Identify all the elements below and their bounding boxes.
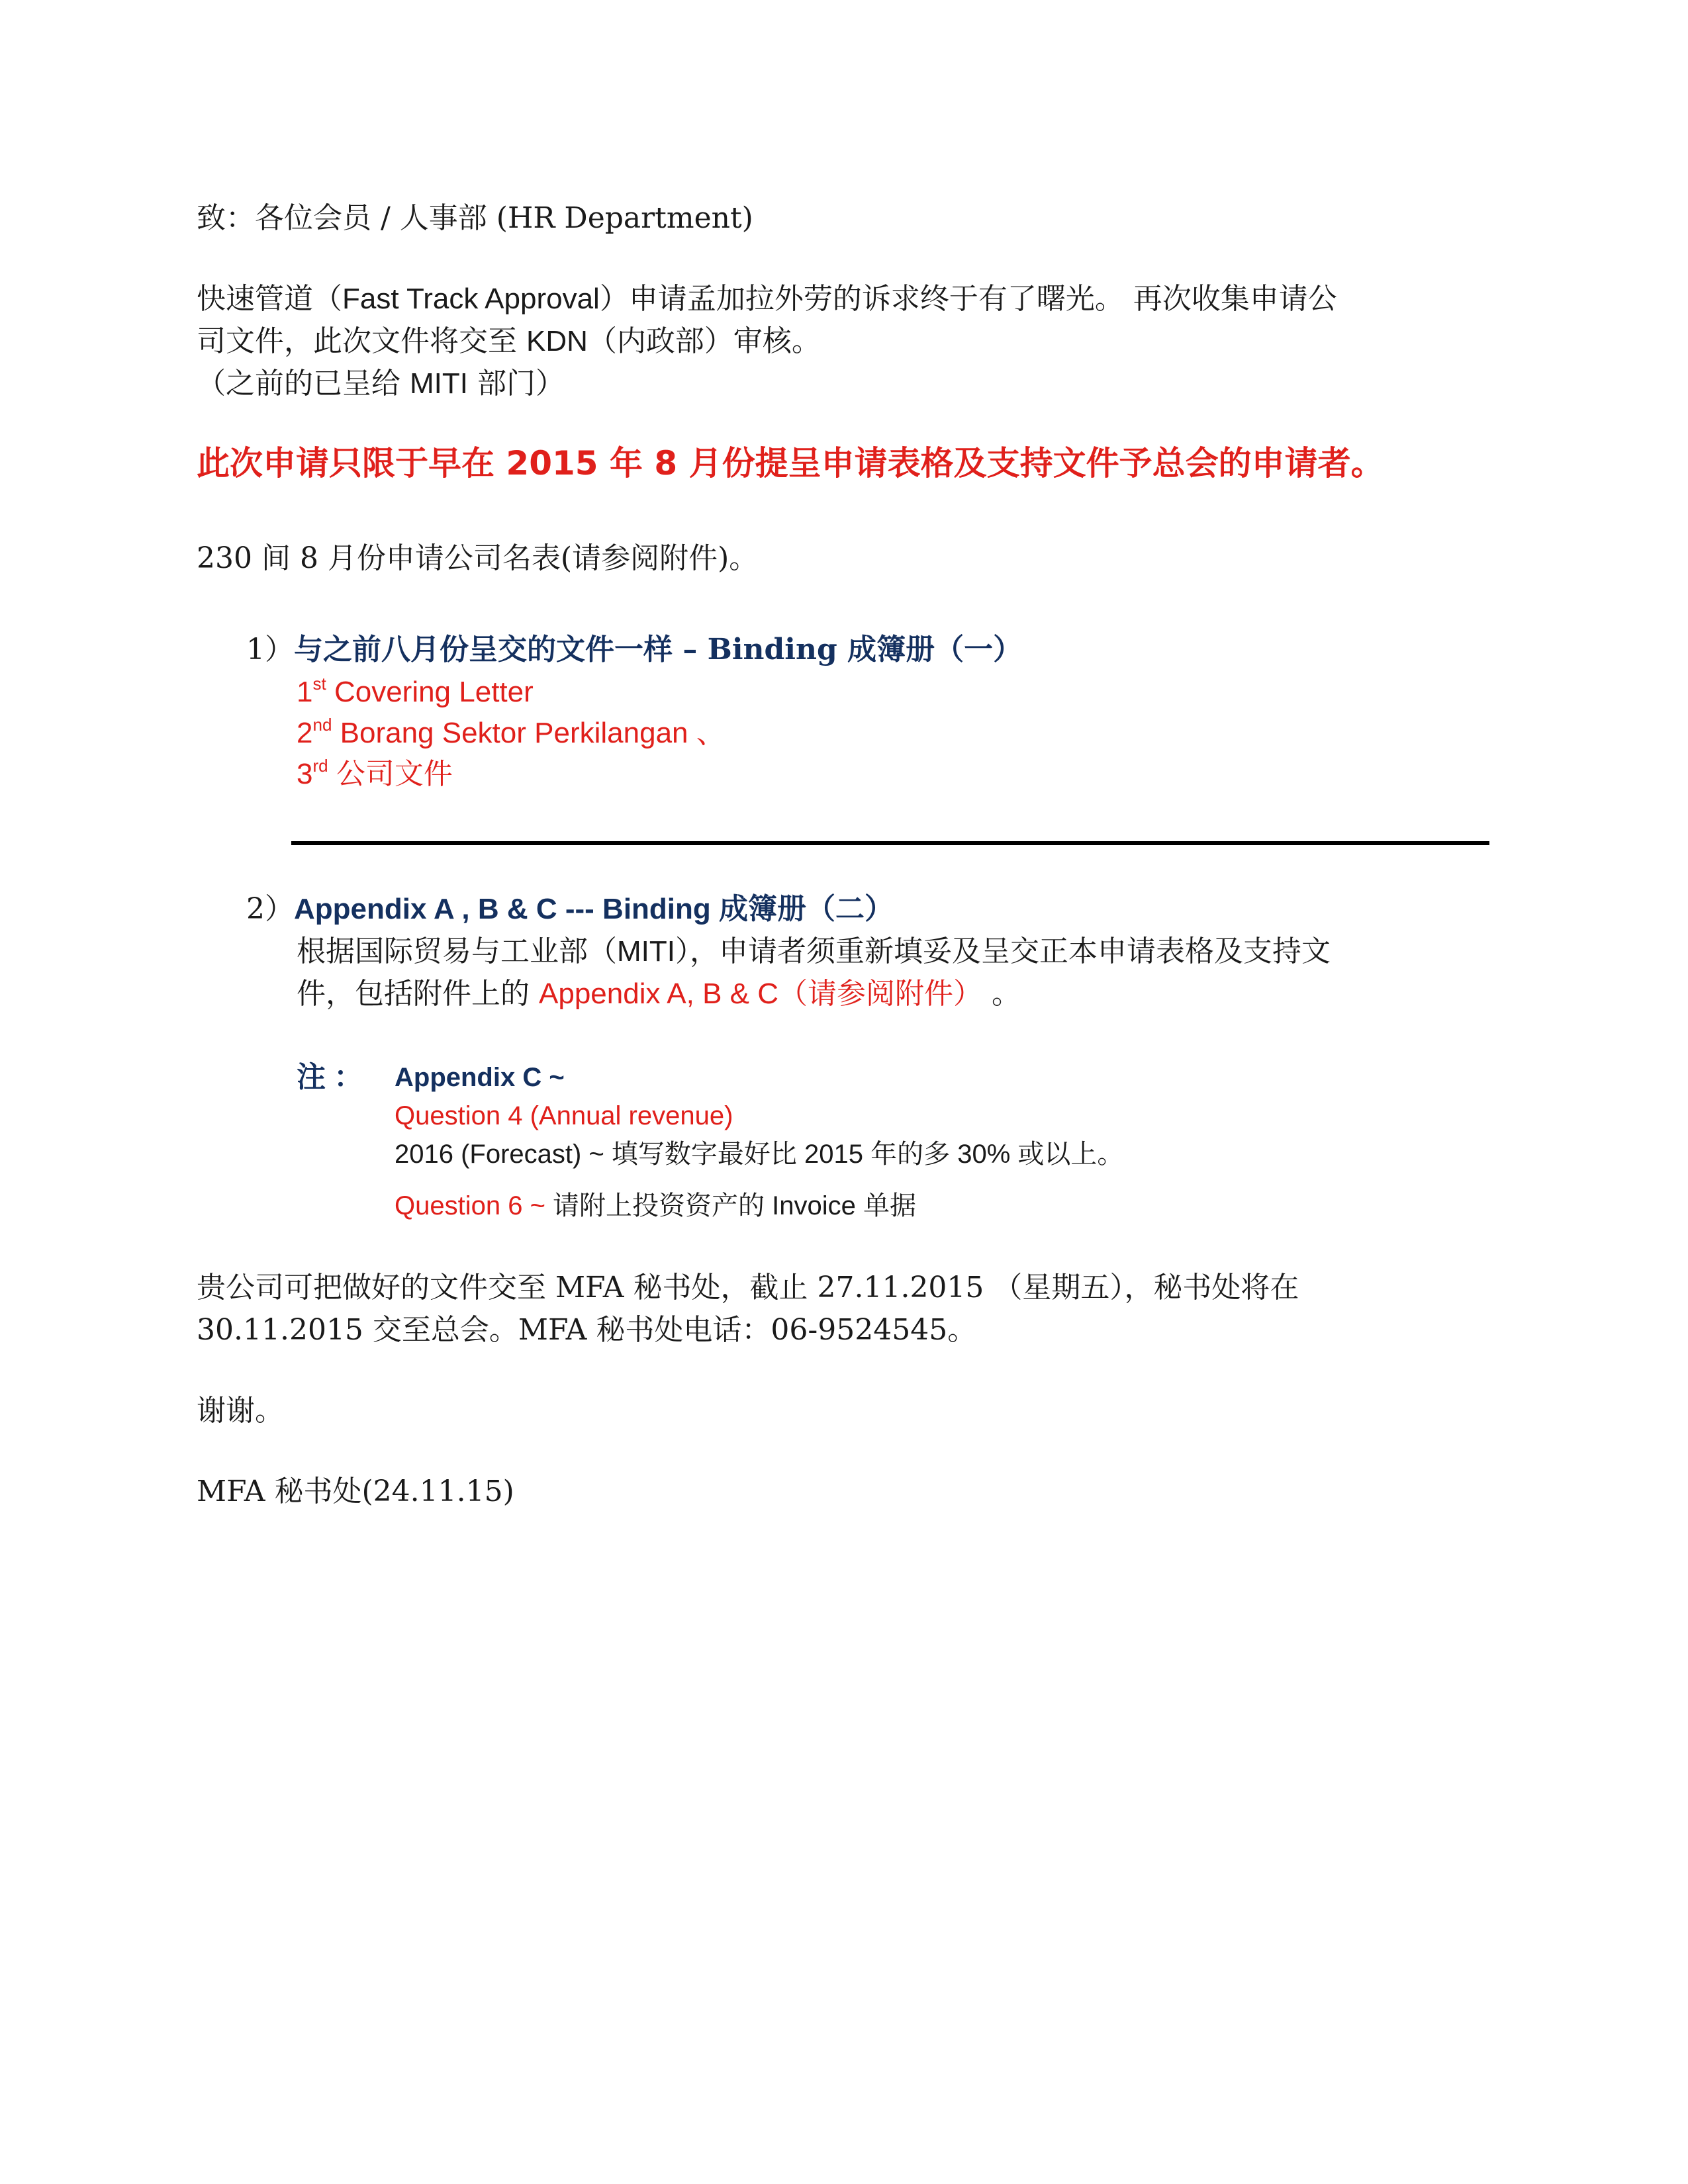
intro-line-1 <box>197 278 1337 320</box>
note-question-4: Question 4 (Annual revenue) <box>395 1101 733 1130</box>
intro-text: （内政部）审核。 <box>587 324 821 358</box>
fast-track-term: Fast Track Approval <box>342 283 600 315</box>
intro-line-2 <box>197 320 821 363</box>
section-1-heading <box>246 629 1022 671</box>
question-6-body: 请附上投资资产的 Invoice 单据 <box>545 1191 917 1220</box>
item-ordinal: nd <box>312 715 332 735</box>
item-text: Borang Sektor Perkilangan 、 <box>332 717 726 749</box>
body-text: 根据国际贸易与工业部（ <box>297 934 617 968</box>
appendix-reference: Appendix A, B & C（请参阅附件） <box>539 978 982 1010</box>
section-1-item <box>297 753 453 796</box>
intro-text: 快速管道（ <box>197 282 342 316</box>
intro-line-3 <box>197 363 565 405</box>
item-ordinal: st <box>312 674 326 694</box>
thanks-line: 谢谢。 <box>197 1394 284 1428</box>
item-ordinal: rd <box>312 756 328 776</box>
section-1-item <box>297 671 534 713</box>
signature-line: MFA 秘书处(24.11.15) <box>197 1475 514 1508</box>
deadline-line-1: 贵公司可把做好的文件交至 MFA 秘书处，截止 27.11.2015 （星期五），秘书处将在 <box>197 1271 1299 1304</box>
section-2-number: 2） <box>246 892 294 926</box>
greeting-line: 致：各位会员 / 人事部 (HR Department) <box>197 201 753 235</box>
section-1-number: 1） <box>246 633 294 666</box>
body-text: ），申请者须重新填妥及呈交正本申请表格及支持文 <box>675 934 1331 968</box>
deadline-line-2: 30.11.2015 交至总会。MFA 秘书处电话：06-9524545。 <box>197 1313 977 1347</box>
note-appendix-c: Appendix C ~ <box>395 1063 565 1092</box>
note-question-4-body: 2016 (Forecast) ~ 填写数字最好比 2015 年的多 30% 或以上。 <box>395 1140 1124 1169</box>
section-2-body-line-1 <box>297 931 1331 973</box>
note-label: 注 ： <box>297 1061 363 1093</box>
section-2-body-line-2 <box>297 973 1021 1015</box>
body-text: 件，包括附件上的 <box>297 977 539 1011</box>
item-number: 1 <box>297 676 313 708</box>
miti-term: MITI <box>410 367 468 400</box>
body-text: 。 <box>982 977 1021 1011</box>
section-divider <box>291 841 1489 845</box>
intro-text: 司文件，此次文件将交至 <box>197 324 526 358</box>
item-text: Covering Letter <box>326 676 534 708</box>
item-number: 2 <box>297 717 313 749</box>
section-1-title: 与之前八月份呈交的文件一样 – Binding 成簿册（一） <box>294 633 1023 666</box>
intro-text: 部门） <box>467 367 565 400</box>
section-2-heading <box>246 888 894 931</box>
company-list-note: 230 间 8 月份申请公司名表(请参阅附件)。 <box>197 541 759 575</box>
section-1-item <box>297 712 726 754</box>
section-2-title: Appendix A , B & C --- Binding 成簿册（二） <box>294 893 894 925</box>
kdn-term: KDN <box>526 325 588 357</box>
item-number: 3 <box>297 758 313 790</box>
miti-term: MITI <box>617 935 675 968</box>
note-question-6 <box>395 1185 916 1227</box>
eligibility-headline: 此次申请只限于早在 2015 年 8 月份提呈申请表格及支持文件予总会的申请者。 <box>197 444 1384 482</box>
item-text: 公司文件 <box>328 758 453 790</box>
question-6-title: Question 6 ~ <box>395 1191 545 1220</box>
intro-text: ）申请孟加拉外劳的诉求终于有了曙光。 再次收集申请公 <box>599 282 1337 316</box>
intro-text: （之前的已呈给 <box>197 367 410 400</box>
